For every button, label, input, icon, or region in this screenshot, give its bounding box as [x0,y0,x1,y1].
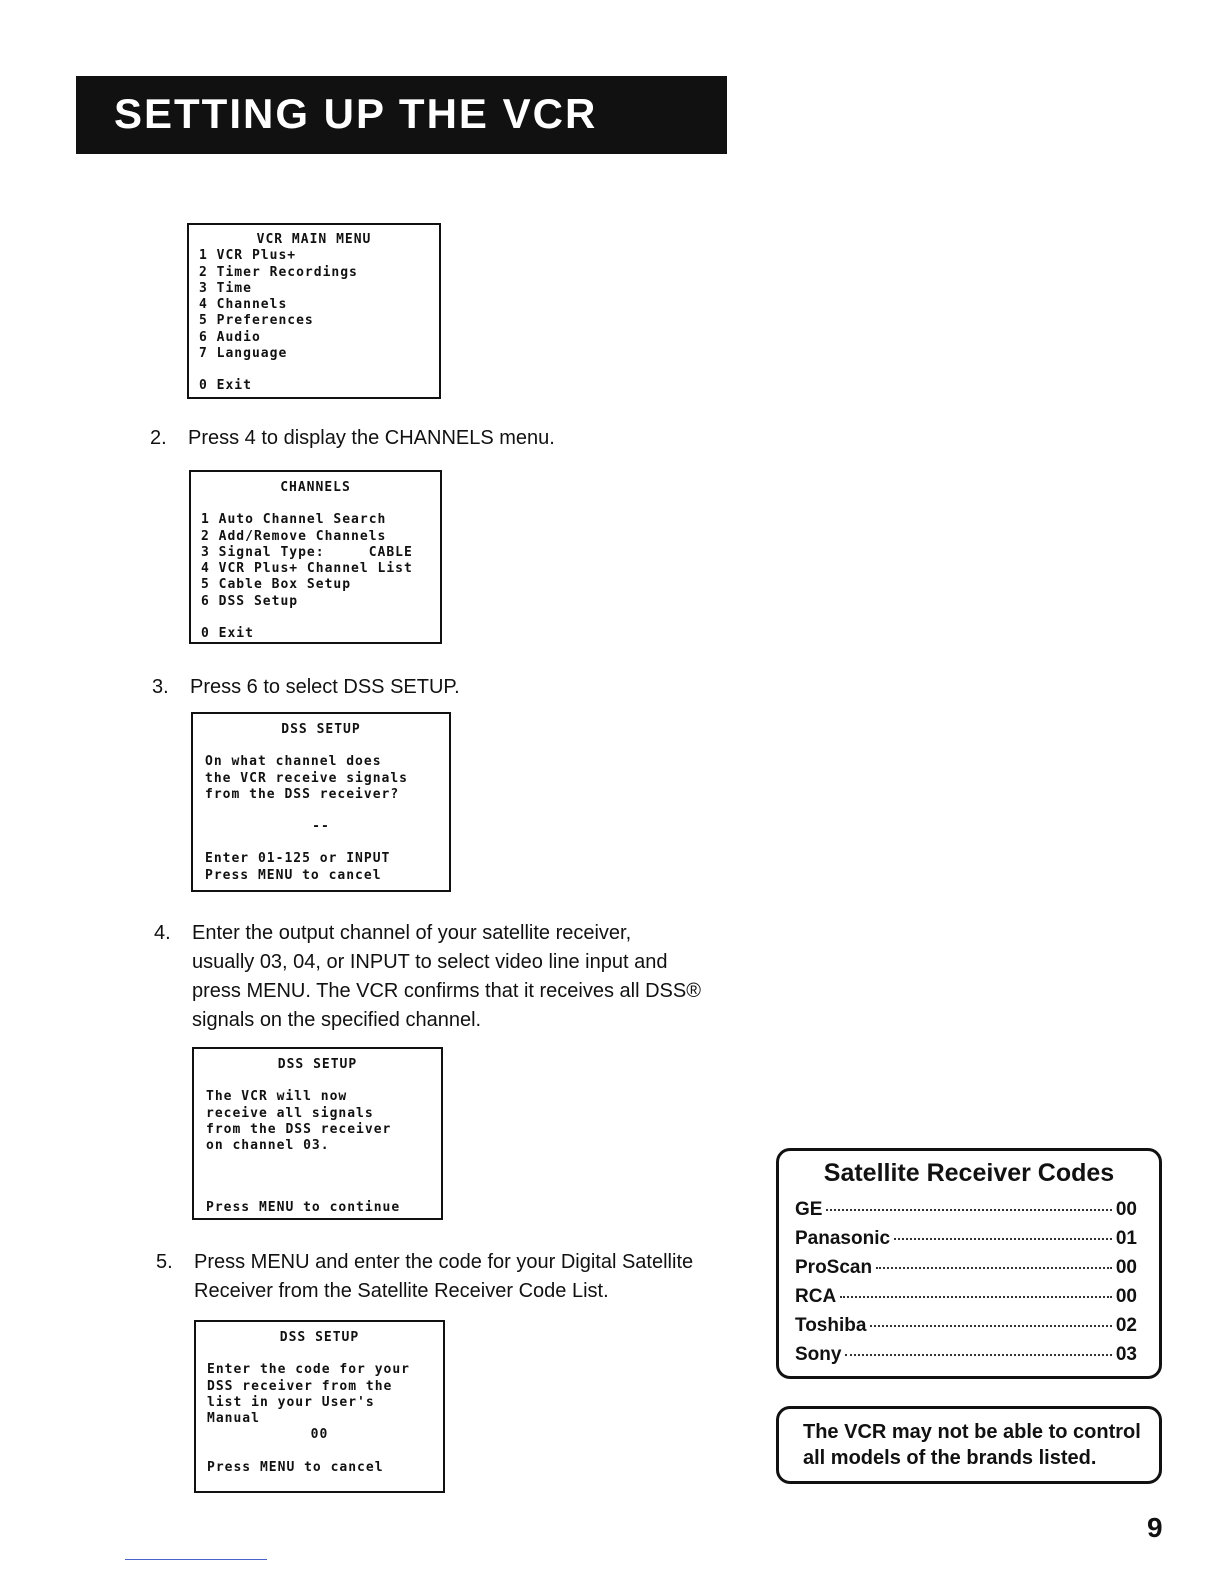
brand-name: GE [795,1199,823,1220]
screen-title: VCR MAIN MENU [256,232,372,247]
code-row [795,1286,1137,1314]
brand-name: ProScan [795,1257,873,1278]
screen-text: receive all signals [206,1105,374,1121]
menu-item: 6 Audio [199,329,261,345]
step-number: 3. [152,676,169,698]
step-text-line: Press MENU and enter the code for your Digital Satellite [194,1251,694,1273]
step-text: Press 6 to select DSS SETUP. [190,676,460,698]
step-text-line: signals on the specified channel. [192,1009,482,1031]
step-2 [150,424,750,454]
step-text-line: press MENU. The VCR confirms that it receives all DSS® [192,980,701,1002]
screen-text: from the DSS receiver? [205,786,400,802]
step-number: 2. [150,427,167,449]
dss-channel-screen [191,712,451,892]
screen-text: DSS receiver from the [207,1378,393,1394]
brand-code: 02 [1115,1315,1137,1336]
menu-item: 7 Language [199,346,288,362]
menu-item: 3 Signal Type: CABLE [201,544,413,560]
screen-text: Manual [207,1411,260,1427]
leader-dots [840,1296,1112,1298]
menu-exit: 0 Exit [199,378,252,394]
vcr-main-menu-screen [187,223,441,399]
leader-dots [870,1325,1111,1327]
screen-text: on channel 03. [206,1138,330,1154]
menu-item: 6 DSS Setup [201,593,299,609]
code-row [795,1344,1137,1372]
step-text-line: Receiver from the Satellite Receiver Code List. [194,1280,609,1302]
menu-item: 1 VCR Plus+ [199,248,297,264]
leader-dots [894,1238,1112,1240]
brand-name: Panasonic [795,1228,891,1249]
leader-dots [876,1267,1112,1269]
screen-title: DSS SETUP [281,722,361,737]
screen-text: from the DSS receiver [206,1121,392,1137]
screen-text: On what channel does [205,754,382,770]
step-4 [154,919,754,1037]
dss-code-screen [194,1320,445,1493]
menu-item: 2 Add/Remove Channels [201,528,387,544]
leader-dots [826,1209,1111,1211]
code-row [795,1199,1137,1227]
step-text-line: Enter the output channel of your satellite receiver, [192,922,632,944]
channels-screen [189,470,442,644]
section-title: SETTING UP THE VCR [114,90,598,137]
code-row [795,1315,1137,1343]
screen-footer: Press MENU to continue [206,1200,401,1216]
step-text-line: usually 03, 04, or INPUT to select video line input and [192,951,668,973]
screen-text: The VCR will now [206,1089,348,1105]
code-row [795,1228,1137,1256]
code-entry-field: 00 [310,1427,329,1443]
screen-footer: Press MENU to cancel [205,867,382,883]
screen-title: CHANNELS [280,480,351,495]
menu-item: 4 VCR Plus+ Channel List [201,561,413,577]
menu-item: 2 Timer Recordings [199,264,358,280]
leader-dots [845,1354,1111,1356]
step-number: 4. [154,922,171,944]
brand-code: 01 [1115,1228,1137,1249]
footer-divider [125,1559,267,1560]
channel-entry-field: -- [312,819,330,835]
screen-title: DSS SETUP [277,1057,358,1072]
section-header [76,76,727,154]
page-number: 9 [1147,1512,1163,1543]
brand-name: Sony [795,1344,842,1365]
screen-text: list in your User's [207,1394,375,1410]
menu-item: 3 Time [199,280,252,296]
brand-code: 00 [1115,1257,1137,1278]
dss-confirm-screen [192,1047,443,1220]
screen-text: Enter the code for your [207,1362,411,1378]
brand-code: 00 [1115,1286,1137,1307]
step-text: Press 4 to display the CHANNELS menu. [188,427,555,449]
screen-title: DSS SETUP [279,1330,360,1345]
brand-name: RCA [795,1286,837,1307]
menu-exit: 0 Exit [201,626,254,642]
compatibility-note-box [776,1406,1162,1484]
brand-code: 03 [1115,1344,1137,1365]
screen-footer: Enter 01-125 or INPUT [205,851,391,867]
code-row [795,1257,1137,1285]
step-3 [152,673,752,703]
screen-text: the VCR receive signals [205,770,409,786]
brand-name: Toshiba [795,1315,867,1336]
satellite-receiver-codes-box [776,1148,1162,1379]
codes-title: Satellite Receiver Codes [823,1159,1115,1187]
brand-code: 00 [1115,1199,1137,1220]
screen-footer: Press MENU to cancel [207,1459,384,1475]
step-number: 5. [156,1251,173,1273]
menu-item: 5 Cable Box Setup [201,577,352,593]
menu-item: 4 Channels [199,297,288,313]
note-text: The VCR may not be able to control all models of the brands listed. [803,1421,1141,1469]
menu-item: 5 Preferences [199,313,314,329]
menu-item: 1 Auto Channel Search [201,512,387,528]
step-5 [156,1248,756,1308]
